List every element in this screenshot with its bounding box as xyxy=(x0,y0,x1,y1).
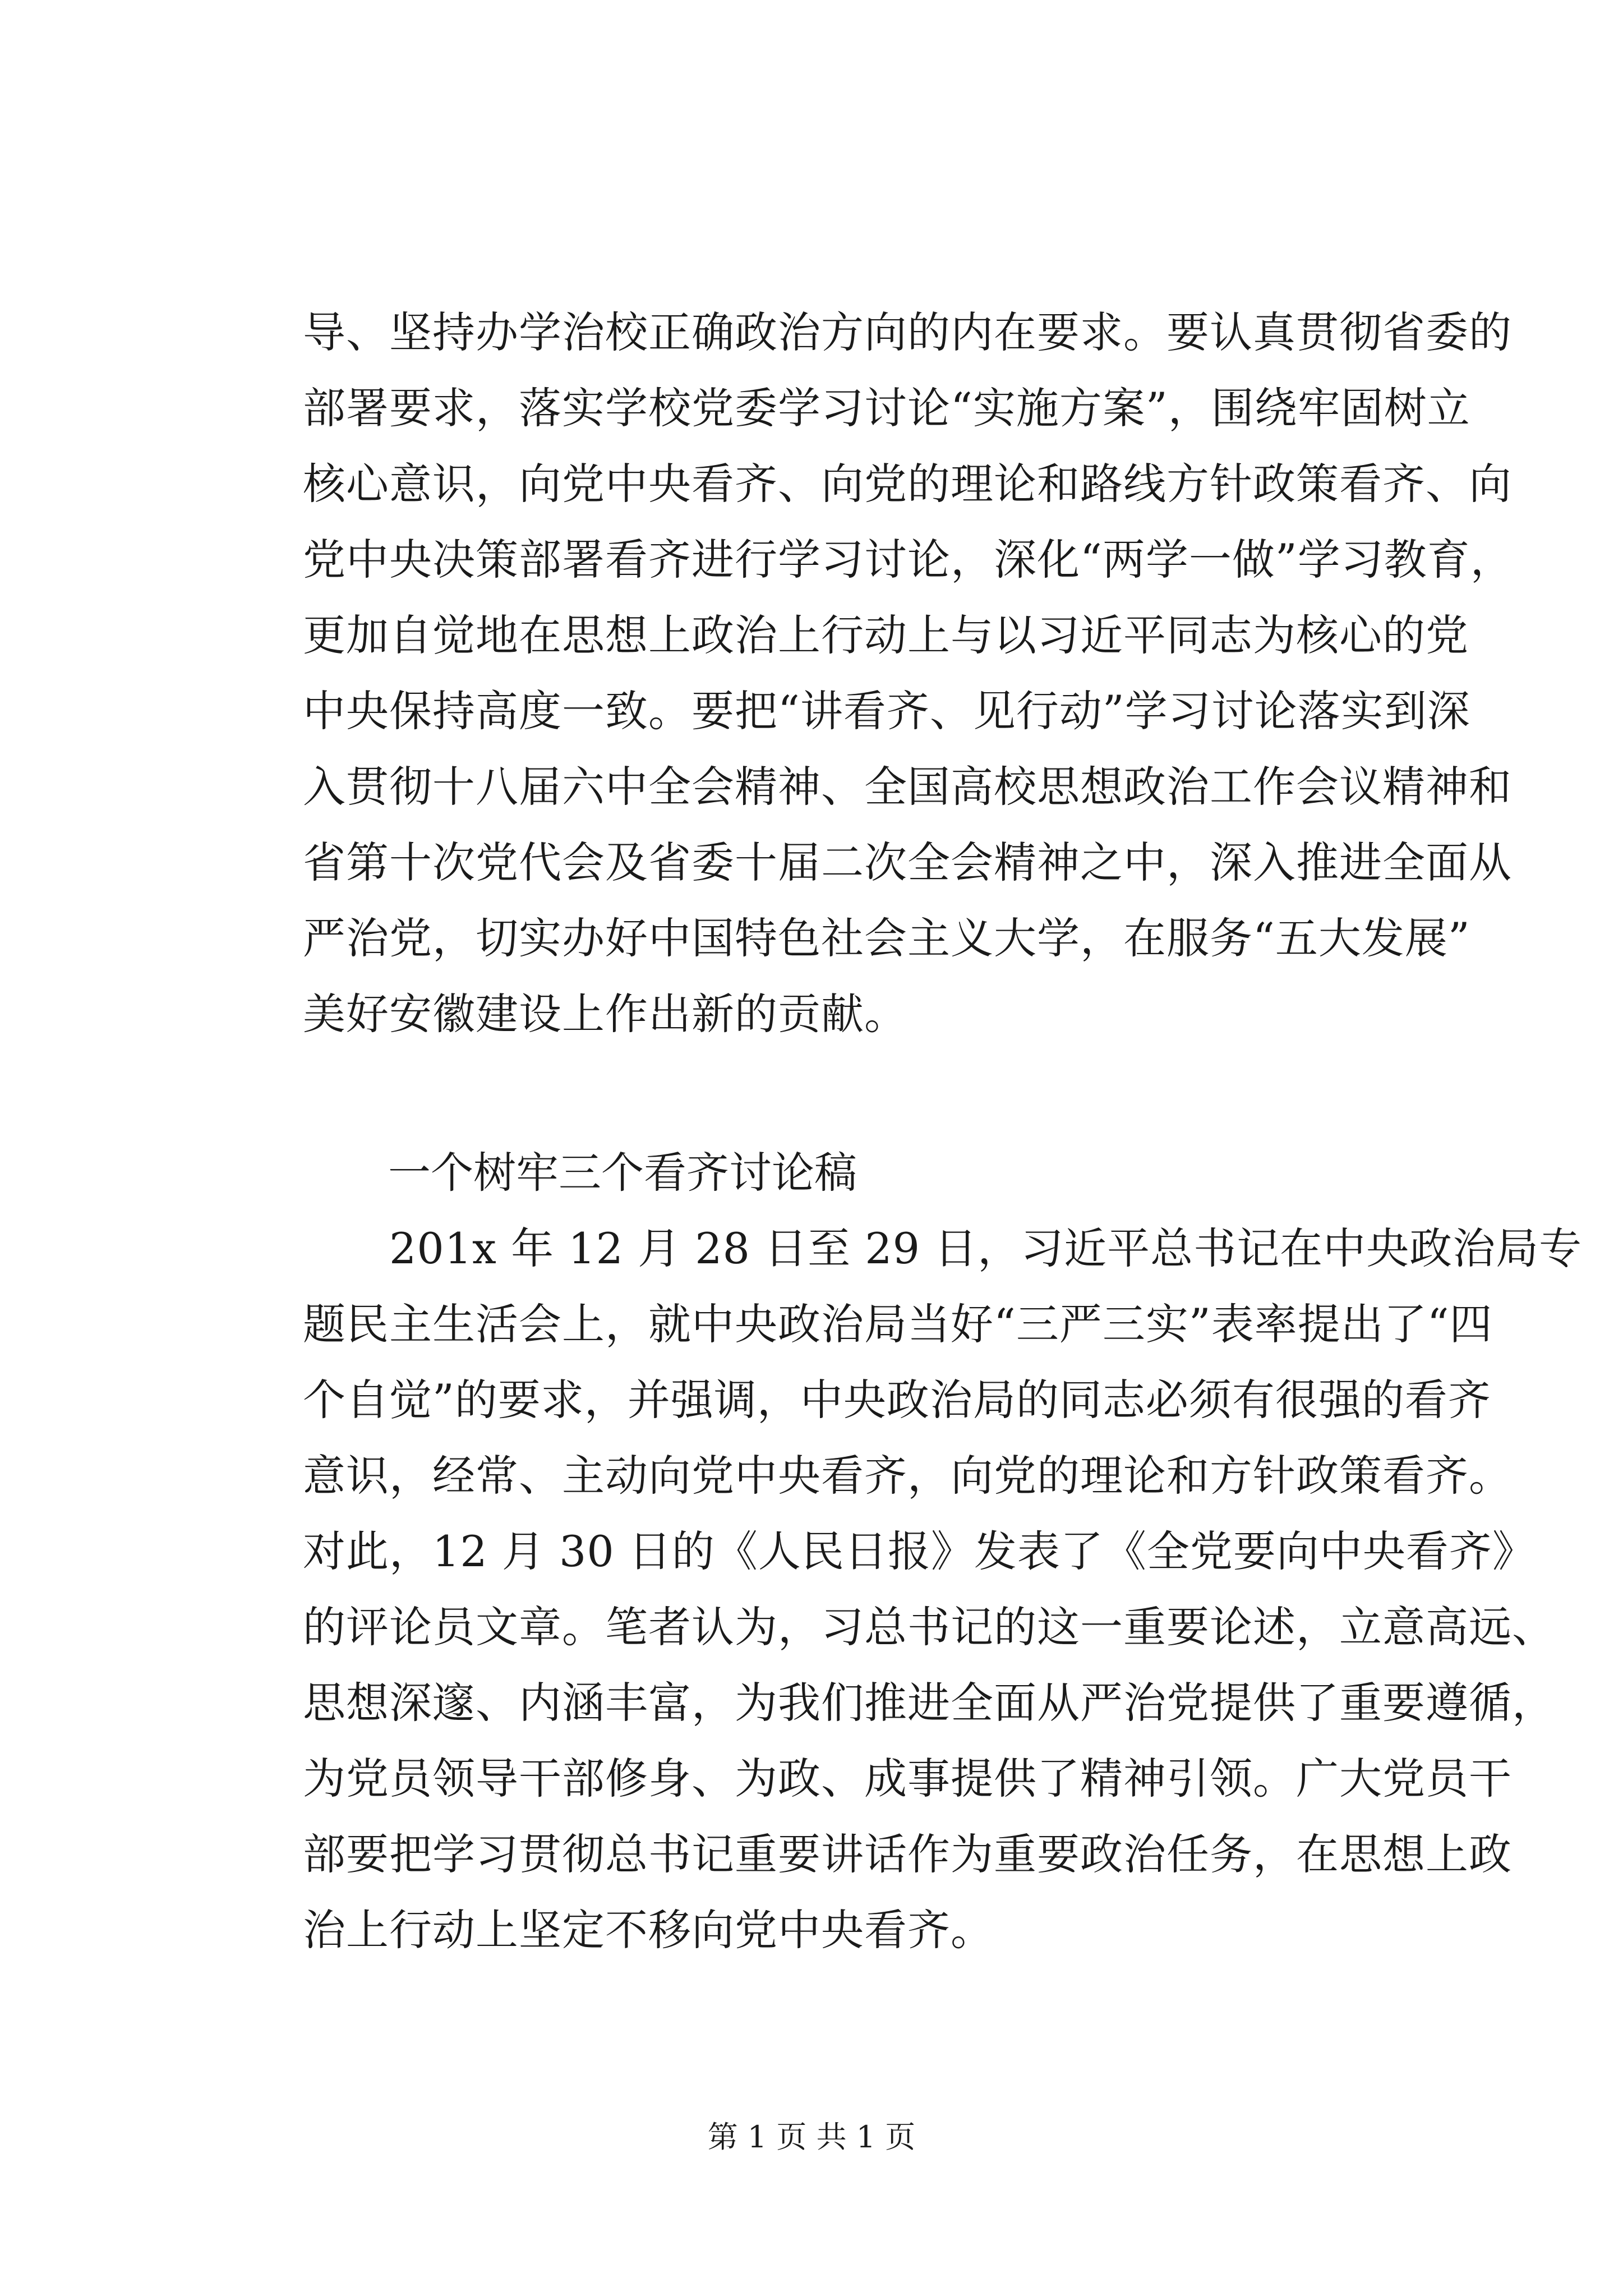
text-line: 意识，经常、主动向党中央看齐，向党的理论和方针政策看齐。 xyxy=(303,1451,1512,1501)
text-line: 核心意识，向党中央看齐、向党的理论和路线方针政策看齐、向 xyxy=(303,459,1512,509)
text-line: 中央保持高度一致。要把“讲看齐、见行动”学习讨论落实到深 xyxy=(303,686,1470,736)
text-line: 的评论员文章。笔者认为，习总书记的这一重要论述，立意高远、 xyxy=(303,1602,1555,1652)
text-line: 思想深邃、内涵丰富，为我们推进全面从严治党提供了重要遵循， xyxy=(303,1678,1555,1728)
text-line: 党中央决策部署看齐进行学习讨论，深化“两学一做”学习教育， xyxy=(303,535,1514,585)
text-line: 201x 年 12 月 28 日至 29 日，习近平总书记在中央政治局专 xyxy=(303,1223,1583,1273)
section-heading: 一个树牢三个看齐讨论稿 xyxy=(303,1148,857,1198)
text-line: 治上行动上坚定不移向党中央看齐。 xyxy=(303,1905,994,1955)
page-footer: 第 1 页 共 1 页 xyxy=(707,2119,916,2155)
text-line: 导、坚持办学治校正确政治方向的内在要求。要认真贯彻省委的 xyxy=(303,307,1512,357)
text-line: 为党员领导干部修身、为政、成事提供了精神引领。广大党员干 xyxy=(303,1754,1512,1803)
text-line: 部要把学习贯彻总书记重要讲话作为重要政治任务，在思想上政 xyxy=(303,1829,1512,1879)
text-line: 题民主生活会上，就中央政治局当好“三严三实”表率提出了“四 xyxy=(303,1299,1493,1349)
text-line: 部署要求，落实学校党委学习讨论“实施方案”，围绕牢固树立 xyxy=(303,383,1470,433)
body-paragraph xyxy=(303,1211,1583,1968)
text-line: 个自觉”的要求，并强调，中央政治局的同志必须有很强的看齐 xyxy=(303,1375,1491,1425)
text-line: 严治党，切实办好中国特色社会主义大学，在服务“五大发展” xyxy=(303,913,1470,963)
text-line: 省第十次党代会及省委十届二次全会精神之中，深入推进全面从 xyxy=(303,838,1512,887)
text-line: 入贯彻十八届六中全会精神、全国高校思想政治工作会议精神和 xyxy=(303,762,1512,812)
text-line: 更加自觉地在思想上政治上行动上与以习近平同志为核心的党 xyxy=(303,610,1469,660)
text-line: 美好安徽建设上作出新的贡献。 xyxy=(303,989,907,1039)
text-line: 对此，12 月 30 日的《人民日报》发表了《全党要向中央看齐》 xyxy=(303,1526,1536,1576)
intro-paragraph xyxy=(303,295,1514,1052)
